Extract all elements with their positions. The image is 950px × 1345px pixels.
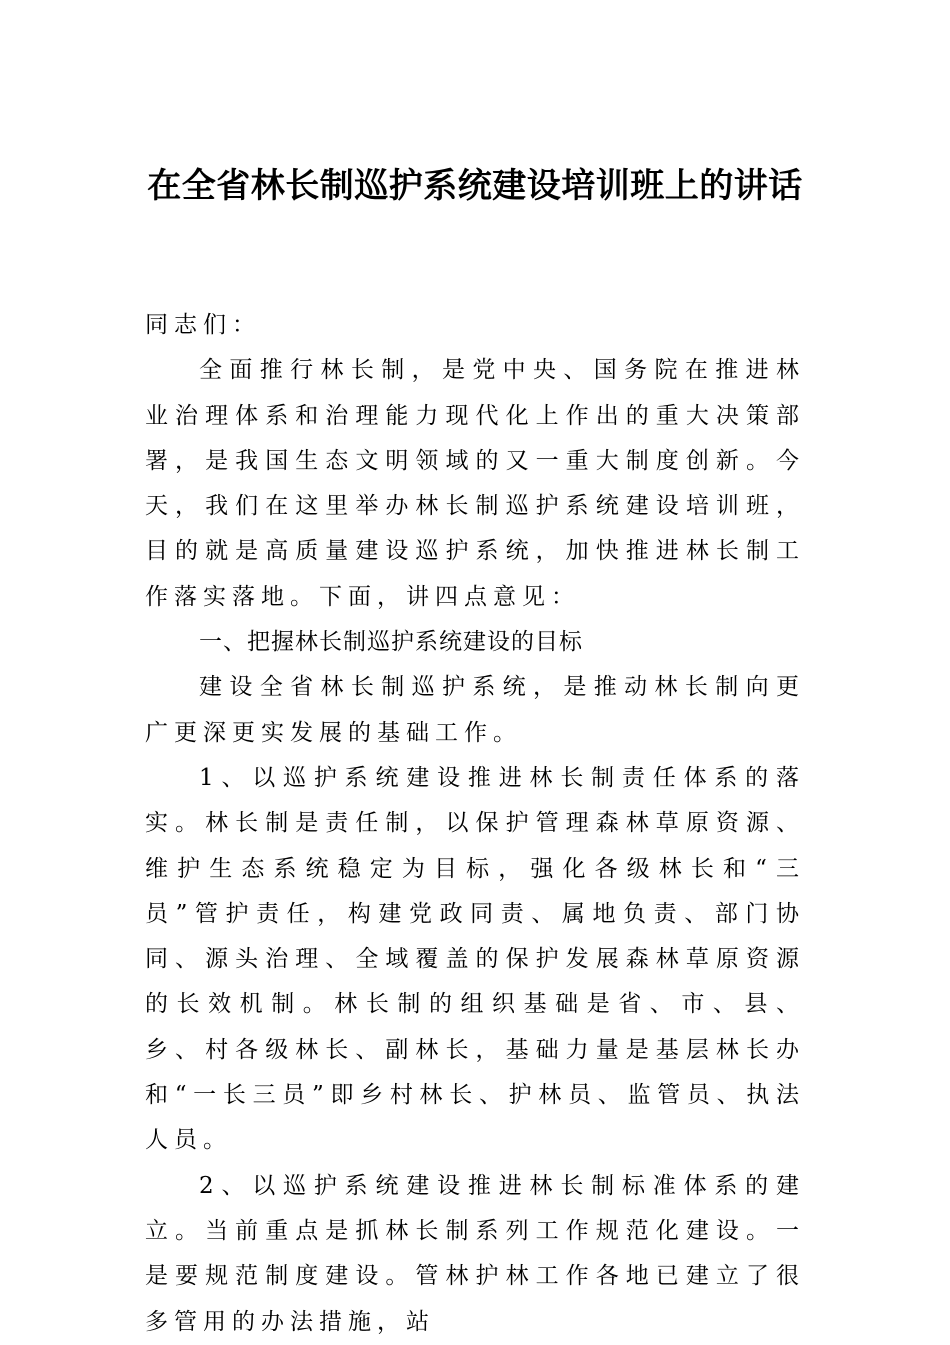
paragraph-section-1-intro: 建设全省林长制巡护系统，是推动林长制向更广更深更实发展的基础工作。 [145,674,805,746]
paragraph-intro: 全面推行林长制，是党中央、国务院在推进林业治理体系和治理能力现代化上作出的重大决策部署，是我国生态文明领域的又一重大制度创新。今天，我们在这里举办林长制巡护系统建设培训班，目的就是高质量建设巡护系统，加快推进林长制工作落实落地。下面，讲四点意见： [145,357,805,610]
paragraph-point-2: 2、以巡护系统建设推进林长制标准体系的建立。当前重点是抓林长制系列工作规范化建设。一是要规范制度建设。管林护林工作各地已建立了很多管用的办法措施，站 [145,1172,805,1335]
salutation: 同志们： [145,312,261,338]
section-heading-1: 一、把握林长制巡护系统建设的目标 [199,629,583,656]
document-title: 在全省林长制巡护系统建设培训班上的讲话 [147,166,803,206]
document-body [145,303,805,1345]
paragraph-point-1: 1、以巡护系统建设推进林长制责任体系的落实。林长制是责任制，以保护管理森林草原资源、维护生态系统稳定为目标，强化各级林长和“三员”管护责任，构建党政同责、属地负责、部门协同、源头治理、全域覆盖的保护发展森林草原资源的长效机制。林长制的组织基础是省、市、县、乡、村各级林长、副林长，基础力量是基层林长办和“一长三员”即乡村林长、护林员、监管员、执法人员。 [145,764,805,1154]
